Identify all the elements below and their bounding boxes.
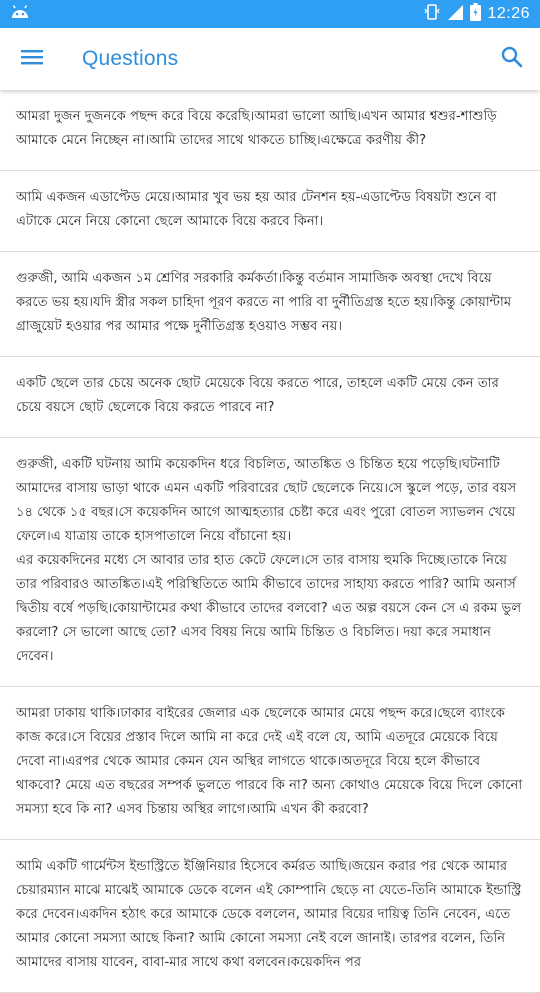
question-text: এর কয়েকদিনের মধ্যে সে আবার তার হাত কেটে ফেলে।সে তার বাসায় হুমকি দিচ্ছে।তাকে নিয়ে তার পরিবারও আতঙ্কিত।এই পরিস্থিতিতে আমি কীভাবে তাদের সাহায্য করতে পারি? আমি অনার্স দ্বিতীয় বর্ষে পড়ছি।কোয়ান্টামের কথা কীভাবে তাদের বলবো? এত অল্প বয়সে কেন সে এ রকম ভুল করলো? সে ভালো আছে তো? এসব বিষয় নিয়ে আমি চিন্তিত ও বিচলিত। দয়া করে সমাধান দেবেন। [16,553,522,664]
app-bar [0,28,540,90]
question-item[interactable] [0,840,540,993]
status-bar [0,0,540,28]
question-text: আমি একটি গার্মেন্টস ইন্ডাস্ট্রিতে ইঞ্জিনিয়ার হিসেবে কর্মরত আছি।জয়েন করার পর থেকে আমার চেয়ারম্যান মাঝে মাঝেই আমাকে ডেকে বলেন এই কোম্পানি ছেড়ে না যেতে-তিনি আমাকে ইন্ডাস্ট্রি করে দেবেন।একদিন হঠাৎ করে আমাকে ডেকে বললেন, আমার বিয়ের দায়িত্ব তিনি নেবেন, এতে আমার কোনো সমস্যা আছে কিনা? আমি কোনো সমস্যা নেই বলে জানাই। তারপর বলেন, তিনি আমাদের বাসায় যাবেন, বাবা-মার সাথে কথা বলবেন।কয়েকদিন পর [16,859,522,970]
search-button[interactable] [484,28,540,90]
question-item[interactable] [0,90,540,171]
question-item[interactable] [0,252,540,357]
battery-icon [470,3,481,26]
menu-button[interactable] [0,28,64,90]
question-text: একটি ছেলে তার চেয়ে অনেক ছোট মেয়েকে বিয়ে করতে পারে, তাহলে একটি মেয়ে কেন তার চেয়ে বয়সে ছোট ছেলেকে বিয়ে করতে পারবে না? [16,376,499,415]
question-text: গুরুজী, একটি ঘটনায় আমি কয়েকদিন ধরে বিচলিত, আতঙ্কিত ও চিন্তিত হয়ে পড়েছি।ঘটনাটি আমাদের বাসায় ভাড়া থাকে এমন একটি পরিবারের ছোট ছেলেকে নিয়ে।সে স্কুলে পড়ে, তার বয়স ১৪ থেকে ১৫ বছর।সে কয়েকদিন আগে আত্মহত্যার চেষ্টা করে এবং পুরো বোতল স্যাভলন খেয়ে ফেলে।এ যাত্রায় তাকে হাসপাতালে নিয়ে বাঁচানো হয়। [16,457,517,544]
page-title: Questions [82,47,179,70]
vibrate-icon [424,3,440,26]
menu-icon [21,49,43,69]
question-list[interactable] [0,90,540,970]
question-item[interactable] [0,357,540,438]
question-text: আমরা দুজন দুজনকে পছন্দ করে বিয়ে করেছি।আমরা ভালো আছি।এখন আমার শ্বশুর-শাশুড়ি আমাকে মেনে নিচ্ছেন না।আমি তাদের সাথে থাকতে চাচ্ছি।এক্ষেত্রে করণীয় কী? [16,109,497,148]
signal-icon [446,3,464,26]
status-time: 12:26 [487,5,530,22]
question-item[interactable] [0,171,540,252]
question-text: আমি একজন এডাপ্টেড মেয়ে।আমার খুব ভয় হয় আর টেনশন হয়-এডাপ্টেড বিষয়টা শুনে বা এটাকে মেনে নিয়ে কোনো ছেলে আমাকে বিয়ে করবে কিনা। [16,190,497,229]
search-icon [501,46,523,72]
question-item[interactable] [0,687,540,840]
android-icon [10,4,30,24]
question-item[interactable] [0,438,540,687]
question-text: গুরুজী, আমি একজন ১ম শ্রেণির সরকারি কর্মকর্তা।কিন্তু বর্তমান সামাজিক অবস্থা দেখে বিয়ে করতে ভয় হয়।যদি স্ত্রীর সকল চাহিদা পূরণ করতে না পারি বা দুর্নীতিগ্রস্ত হতে হয়।কিন্তু কোয়ান্টাম গ্রাজুয়েট হওয়ার পর আমার পক্ষে দুর্নীতিগ্রস্ত হওয়াও সম্ভব নয়। [16,271,512,334]
question-text: আমরা ঢাকায় থাকি।ঢাকার বাইরের জেলার এক ছেলেকে আমার মেয়ে পছন্দ করে।ছেলে ব্যাংকে কাজ করে।সে বিয়ের প্রস্তাব দিলে আমি না করে দেই এই বলে যে, আমি এতদূরে মেয়েকে বিয়ে দেবো না।এরপর থেকে আমার কেমন যেন অস্থির লাগতে থাকে।অতদূরে বিয়ে হলে কীভাবে থাকবো? মেয়ে এত বছরের সম্পর্ক ভুলতে পারবে কি না? অন্য কোথাও মেয়েকে বিয়ে দিলে কোনো সমস্যা হবে কি না? এসব চিন্তায় অস্থির লাগে।আমি এখন কী করবো? [16,706,523,817]
